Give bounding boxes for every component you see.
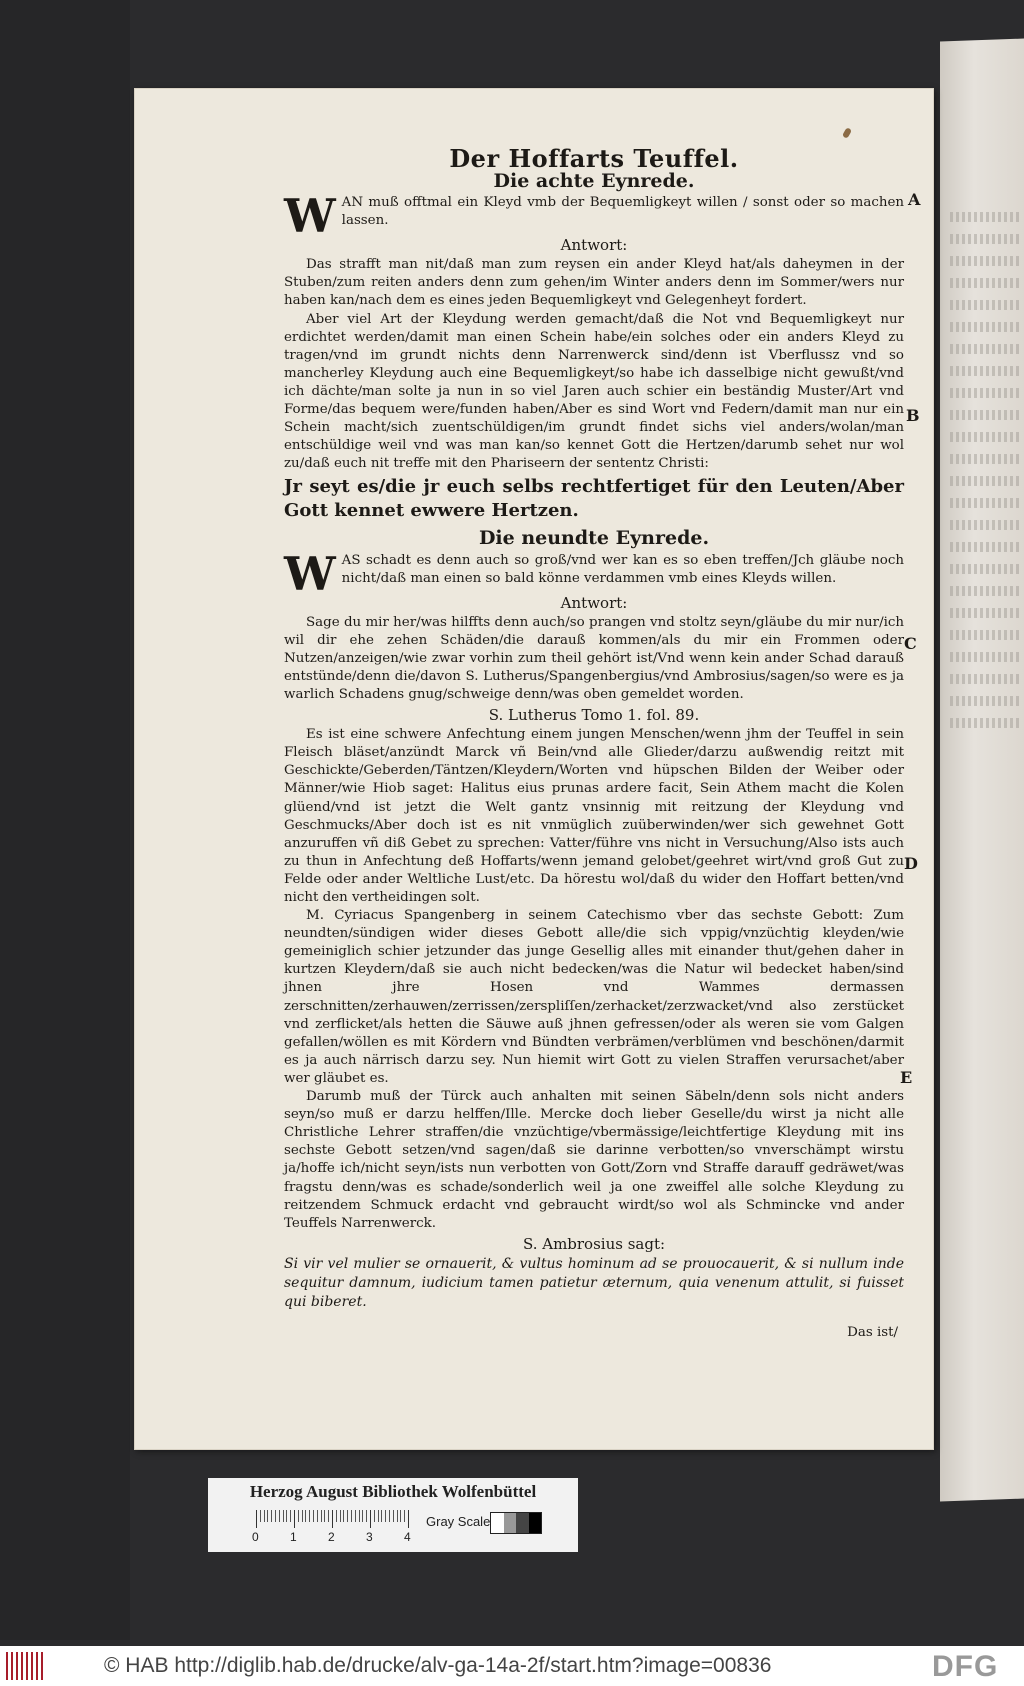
margin-letter: B [906,406,920,425]
ruler-tick [332,1510,333,1528]
ruler-tick [275,1510,276,1522]
ruler-tick [290,1510,291,1522]
paragraph: M. Cyriacus Spangenberg in seinem Catechismo vber das sechste Gebott: Zum neundten/sündigen wider dieses Gebott alle/die sich vppig/vnzüchtig kleyden/wie gemeiniglich schier jetzunder das junge Gesellig alles mit einander thut/gehen daher in kurtzen Kleydern/daß sie auch nicht bedecken/was die Natur wil bedecket haben/sind jhnen jhre Hosen vnd Wammes dermassen zerschnitten/zerhauwen/zerrissen/zerspliſſen/zerhacket/zerzwacket/vnd also zerstücket vnd zerflicket/als hetten die Säuwe auß jhnen gefressen/oder als weren sie vom Galgen gefallen/wöllen es mit Kördern vnd Bündten verbrämen/verblümen vnd beschönen/darmit es ja auch närrisch darzu sey. Nun hiemit wirt Gott zu vielen Straffen verursachet/aber wer gläubet es. [284,908,904,1086]
ruler-tick [260,1510,261,1522]
paragraph: Darumb muß der Türck auch anhalten mit seinen Säbeln/denn sols nicht anders seyn/so muß er darzu helffen/Ille. Mercke doch lieber Geselle/du wirst ja nicht alle Christliche Lehrer straffen/die vnzüchtige/vbermässige/leichtfertige Kleydung mit ins sechste Gebott setzen/vnd sagen/daß sie darinne verbotten/so vnverschämpt wirstu ja/hoffe ich/nicht seyn/ists nun verbotten von Gott/Zorn vnd Straffe darauff gedräwet/was fragstu denn/was es schade/sonderlich weil ja one zweiffel alle solche Kleydung zu reitzendem Schmuck erdacht vnd gebraucht wirdt/so wol als Schmincke vnd ander Teuffels Narrenwerck. [284,1089,904,1231]
drop-capital: W [284,189,336,244]
gray-scale-label: Gray Scale [426,1514,491,1529]
ruler-tick [298,1510,299,1522]
ruler-tick [389,1510,390,1522]
ruler-tick [362,1510,363,1522]
ruler-tick [404,1510,405,1522]
ruler-tick [313,1510,314,1522]
answer-label: Antwort: [560,593,628,612]
dfg-logo: DFG [932,1650,999,1683]
page-stain [842,127,852,139]
emphasized-quote: Jr seyt es/die jr euch selbs rechtfertiget für den Leuten/Aber Gott kennet ewwere Hertzen. [284,476,904,522]
facing-page-bleed-text [950,200,1020,740]
ruler-tick [279,1510,280,1522]
ruler-tick [317,1510,318,1522]
book-page [134,88,934,1450]
ruler-tick [359,1510,360,1522]
objection-9: WAS schadt es denn auch so groß/vnd wer kan es so eben treffen/Jch gläube noch nicht/daß man einen so bald könne verdammen vmb eines Kleyds willen. [284,546,904,601]
answer-label: Antwort: [560,236,628,255]
ruler-tick [294,1510,295,1528]
ruler-tick [256,1510,257,1528]
gray-scale-swatches [490,1512,542,1534]
library-name: Herzog August Bibliothek Wolfenbüttel [249,1482,537,1501]
margin-letter: E [900,1068,913,1087]
margin-letter: C [904,634,917,653]
copyright-url: © HAB http://diglib.hab.de/drucke/alv-ga-14a-2f/start.htm?image=00836 [104,1654,772,1677]
catchword: Das ist/ [847,1324,898,1340]
ruler-tick [393,1510,394,1522]
page-text-block [284,144,904,1342]
drop-capital: W [284,546,336,601]
ruler-tick [324,1510,325,1522]
paragraph: Aber viel Art der Kleydung werden gemacht/daß die Not vnd Bequemligkeyt nur erdichtet werden/damit man einen Schein habe/ein solches oder ein anders Kleyd zu tragen/vnd im grundt nichts denn Narrenwerck sind/denn ist Vberflussz vnd so mancherley Kleydung auch eine Bequemligkeyt/so habe ich dasselbige nicht gewußt/vnd ich dächte/man solte ja nun in so viel Jaren auch schier ein beständig Muster/Art vnd Forme/das bequem were/funden haben/Aber es sind Wort vnd Federn/damit man nur ein Schein macht/sich zuentschüldigen/im grundt findet sichs viel anders/wolan/man entschüldige weil vnd was man kan/so kennet Gott die Hertzen/darumb sehet nur wol zu/daß euch nit treffe mit den Phariseern der sententz Christi: [284,311,904,472]
ruler-tick [408,1510,409,1528]
ruler-tick [366,1510,367,1522]
margin-letter: A [908,190,921,209]
ruler-tick [355,1510,356,1522]
ruler-tick [370,1510,371,1528]
scale-ruler [256,1510,426,1528]
ruler-tick [340,1510,341,1522]
gray-swatch [516,1513,529,1533]
margin-letter: D [904,854,918,873]
gray-swatch [504,1513,517,1533]
ruler-tick [385,1510,386,1522]
ruler-tick [267,1510,268,1522]
ruler-tick [286,1510,287,1522]
citation-luther: S. Lutherus Tomo 1. fol. 89. [488,706,700,725]
section-heading-8: Die achte Eynrede. [493,170,695,193]
ruler-tick [400,1510,401,1522]
ruler-tick [347,1510,348,1522]
ruler-tick [271,1510,272,1522]
color-calibration-card: Herzog August Bibliothek Wolfenbüttel 0 1 2 3 4 Gray Scale [208,1478,578,1552]
paragraph: Es ist eine schwere Anfechtung einem jungen Menschen/wenn jhm der Teuffel in sein Fleisch bläset/anzündt Marck vñ Bein/vnd alle Glieder/darzu außwendig reitzt mit Geschickte/Geberden/Täntzen/Kleydern/Worten vnd hüpschen Bilden der Weiber oder Männer/wie Hiob saget: Halitus eius prunas ardere facit, Sein Athem macht die Kolen glüend/vnd ist jetzt die Welt gantz vnsinnig mit reitzung der Kleydung vnd Geschmucks/Aber doch ist es nit vnmüglich zuüberwinden/wer sich gewehnet Gott anzuruffen vñ diß Gebet zu sprechen: Vatter/führe vns nicht in Versuchung/Also ists auch zu thun in Anfechtung deß Hoffarts/wenn jemand gelobet/geehret wirt/vnd groß Gut zu Felde oder ander Weltliche Lust/etc. Da hörestu wol/daß du wider den Hoffart betten/vnd nicht den vertheidingen solt. [284,727,904,905]
gray-swatch [529,1513,542,1533]
ruler-tick [302,1510,303,1522]
ruler-tick [283,1510,284,1522]
ruler-tick [309,1510,310,1522]
section-heading-9: Die neundte Eynrede. [478,527,710,550]
ruler-tick [374,1510,375,1522]
latin-quote: Si vir vel mulier se ornauerit, & vultus hominum ad se prouocauerit, & si nullum inde sequitur damnum, iudicium tamen patietur æternum, quia venenum attulit, si fuisset qui biberet. [284,1255,904,1310]
ruler-tick [351,1510,352,1522]
ruler-tick [305,1510,306,1522]
ruler-tick [321,1510,322,1522]
ruler-tick [343,1510,344,1522]
paragraph: Das strafft man nit/daß man zum reysen ein ander Kleyd hat/als daheymen in der Stuben/zum reiten anders denn zum gehen/im Winter anders denn im Sommer/wers nur haben kan/nach dem es eines jeden Bequemligkeyt vnd Gelegenheyt fordert. [284,257,904,309]
gray-swatch [491,1513,504,1533]
ruler-tick [264,1510,265,1522]
running-head: Der Hoffarts Teuffel. [449,144,739,173]
ruler-tick [336,1510,337,1522]
ruler-tick [328,1510,329,1522]
ruler-tick [381,1510,382,1522]
objection-8: WAN muß offtmal ein Kleyd vmb der Bequemligkeyt willen / sonst oder so machen lassen. [284,189,904,244]
footer-bar [0,1646,1024,1686]
hab-logo-icon [6,1652,46,1680]
scan-background-left [0,0,130,1640]
ruler-tick [397,1510,398,1522]
ruler-tick [378,1510,379,1522]
citation-ambrose: S. Ambrosius sagt: [522,1234,666,1253]
paragraph: Sage du mir her/was hilffts denn auch/so prangen vnd stoltz seyn/gläube du mir nur/ich wil dir ehe zehen Schäden/die darauß kommen/als du mir ein Frommen oder Nutzen/anzeigen/wie zwar vorhin zum theil gehört ist/Vnd wenn kein ander Schad darauß entstünde/denn die/davon S. Lutherus/Spangenbergius/vnd Ambrosius/sagen/so were es ja warlich Schadens gnug/schweige denn/was oben gemeldet worden. [284,614,904,702]
